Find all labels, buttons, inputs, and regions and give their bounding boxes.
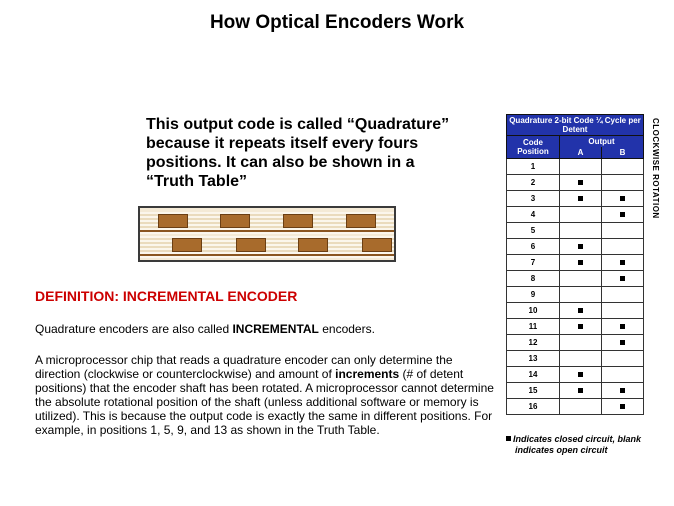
closed-circuit-square-icon bbox=[578, 308, 583, 313]
track-b-segment bbox=[362, 238, 392, 252]
output-b-cell bbox=[601, 271, 643, 287]
truth-table-body bbox=[507, 159, 644, 415]
closed-circuit-square-icon bbox=[620, 260, 625, 265]
definition-paragraph-1 bbox=[35, 322, 495, 336]
output-b-cell bbox=[601, 399, 643, 415]
track-a-segment bbox=[346, 214, 376, 228]
closed-circuit-square-icon bbox=[578, 372, 583, 377]
output-a-cell bbox=[560, 271, 602, 287]
track-a-segment bbox=[158, 214, 188, 228]
definition-heading: DEFINITION: INCREMENTAL ENCODER bbox=[35, 288, 298, 304]
table-row bbox=[507, 159, 644, 175]
output-a-cell bbox=[560, 335, 602, 351]
table-row bbox=[507, 399, 644, 415]
track-b-segment bbox=[298, 238, 328, 252]
output-b-cell bbox=[601, 159, 643, 175]
output-a-cell bbox=[560, 319, 602, 335]
output-b-cell bbox=[601, 351, 643, 367]
table-row bbox=[507, 207, 644, 223]
para1-text: Quadrature encoders are also called bbox=[35, 322, 233, 336]
code-position-cell: 11 bbox=[507, 319, 560, 335]
code-position-cell: 14 bbox=[507, 367, 560, 383]
code-position-cell: 10 bbox=[507, 303, 560, 319]
output-b-cell bbox=[601, 255, 643, 271]
closed-circuit-square-icon bbox=[620, 196, 625, 201]
table-row bbox=[507, 255, 644, 271]
output-a-cell bbox=[560, 159, 602, 175]
output-a-cell bbox=[560, 399, 602, 415]
code-position-cell: 4 bbox=[507, 207, 560, 223]
closed-circuit-square-icon bbox=[578, 260, 583, 265]
para2-text: A microprocessor chip that reads a quadrature encoder can only determine the direction (clockwise or counterclockwise) and amount of bbox=[35, 353, 453, 381]
closed-circuit-square-icon bbox=[578, 324, 583, 329]
table-row bbox=[507, 191, 644, 207]
output-b-cell bbox=[601, 319, 643, 335]
code-position-cell: 1 bbox=[507, 159, 560, 175]
closed-circuit-square-icon bbox=[620, 340, 625, 345]
table-row bbox=[507, 239, 644, 255]
para2-bold: increments bbox=[335, 367, 400, 381]
truth-table bbox=[506, 114, 644, 415]
output-a-cell bbox=[560, 239, 602, 255]
output-a-cell bbox=[560, 351, 602, 367]
track-b-segment bbox=[172, 238, 202, 252]
closed-circuit-square-icon bbox=[578, 388, 583, 393]
track-b-segment bbox=[236, 238, 266, 252]
closed-circuit-square-icon bbox=[506, 436, 511, 441]
legend-line-2: indicates open circuit bbox=[515, 445, 608, 455]
encoder-disk-illustration bbox=[138, 206, 396, 262]
track-a-edge bbox=[140, 230, 394, 232]
track-b-edge bbox=[140, 254, 394, 256]
truth-table-legend bbox=[506, 434, 666, 456]
col-output-b: B bbox=[601, 147, 643, 159]
page-title: How Optical Encoders Work bbox=[209, 12, 465, 33]
closed-circuit-square-icon bbox=[620, 404, 625, 409]
closed-circuit-square-icon bbox=[620, 388, 625, 393]
output-a-cell bbox=[560, 303, 602, 319]
col-code-position: Code Position bbox=[507, 136, 560, 159]
closed-circuit-square-icon bbox=[578, 180, 583, 185]
closed-circuit-square-icon bbox=[578, 244, 583, 249]
output-b-cell bbox=[601, 335, 643, 351]
para2-text-end: (# of detent positions) that the encoder shaft has been rotated. A microprocessor cannot determine the absolute rotational position of the shaft (unless additional software or memory is utilized). This is because the output code is exactly the same in different positions. For example, in positions 1, 5, 9, and 13 as shown in the Truth Table. bbox=[35, 367, 494, 437]
output-b-cell bbox=[601, 191, 643, 207]
encoder-track-a bbox=[140, 212, 394, 234]
table-row bbox=[507, 367, 644, 383]
table-row bbox=[507, 287, 644, 303]
table-row bbox=[507, 303, 644, 319]
output-a-cell bbox=[560, 175, 602, 191]
legend-line-1 bbox=[506, 434, 666, 445]
output-b-cell bbox=[601, 367, 643, 383]
code-position-cell: 7 bbox=[507, 255, 560, 271]
output-b-cell bbox=[601, 223, 643, 239]
table-row bbox=[507, 351, 644, 367]
output-b-cell bbox=[601, 303, 643, 319]
code-position-cell: 3 bbox=[507, 191, 560, 207]
output-b-cell bbox=[601, 287, 643, 303]
code-position-cell: 2 bbox=[507, 175, 560, 191]
closed-circuit-square-icon bbox=[620, 324, 625, 329]
output-a-cell bbox=[560, 223, 602, 239]
para1-bold: INCREMENTAL bbox=[232, 322, 319, 336]
definition-paragraph-2 bbox=[35, 353, 495, 437]
code-position-cell: 5 bbox=[507, 223, 560, 239]
output-a-cell bbox=[560, 367, 602, 383]
output-b-cell bbox=[601, 207, 643, 223]
closed-circuit-square-icon bbox=[620, 212, 625, 217]
closed-circuit-square-icon bbox=[578, 196, 583, 201]
code-position-cell: 16 bbox=[507, 399, 560, 415]
encoder-track-b bbox=[140, 236, 394, 258]
table-row bbox=[507, 335, 644, 351]
output-a-cell bbox=[560, 383, 602, 399]
table-row bbox=[507, 223, 644, 239]
output-b-cell bbox=[601, 239, 643, 255]
code-position-cell: 13 bbox=[507, 351, 560, 367]
track-a-segment bbox=[283, 214, 313, 228]
table-row bbox=[507, 271, 644, 287]
clockwise-rotation-label: CLOCKWISE ROTATION bbox=[651, 118, 660, 219]
output-a-cell bbox=[560, 255, 602, 271]
table-row bbox=[507, 175, 644, 191]
para1-text-end: encoders. bbox=[318, 322, 375, 336]
output-a-cell bbox=[560, 287, 602, 303]
table-row bbox=[507, 319, 644, 335]
output-a-cell bbox=[560, 207, 602, 223]
output-b-cell bbox=[601, 175, 643, 191]
col-output: Output bbox=[560, 136, 644, 148]
truth-table-caption: Quadrature 2-bit Code ¼ Cycle per Detent bbox=[507, 115, 644, 136]
table-row bbox=[507, 383, 644, 399]
code-position-cell: 12 bbox=[507, 335, 560, 351]
code-position-cell: 9 bbox=[507, 287, 560, 303]
quadrature-callout: This output code is called “Quadrature” because it repeats itself every fours positions. It can also be shown in a “Truth Table” bbox=[146, 116, 450, 190]
code-position-cell: 15 bbox=[507, 383, 560, 399]
code-position-cell: 8 bbox=[507, 271, 560, 287]
col-output-a: A bbox=[560, 147, 602, 159]
legend-text-1: Indicates closed circuit, blank bbox=[513, 434, 642, 444]
closed-circuit-square-icon bbox=[620, 276, 625, 281]
truth-table-container bbox=[506, 114, 646, 415]
output-a-cell bbox=[560, 191, 602, 207]
code-position-cell: 6 bbox=[507, 239, 560, 255]
output-b-cell bbox=[601, 383, 643, 399]
track-a-segment bbox=[220, 214, 250, 228]
